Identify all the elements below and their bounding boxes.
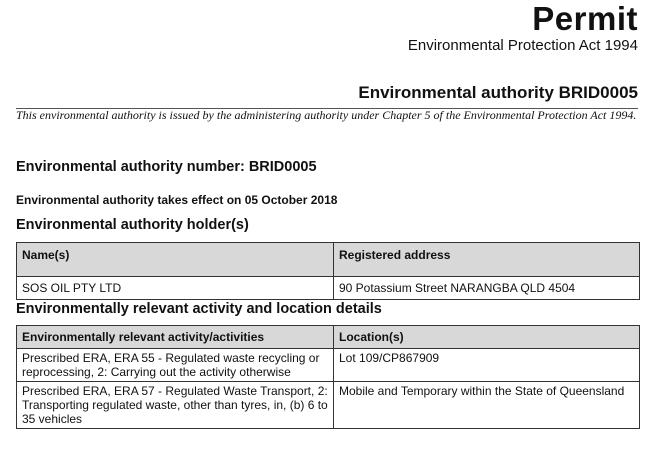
authority-number: Environmental authority number: BRID0005: [16, 159, 317, 175]
activity-cell: Prescribed ERA, ERA 57 - Regulated Waste Transport, 2: Transporting regulated waste, other than tyres, in, (b) 6 to 35 vehicles: [17, 382, 334, 429]
holders-table: [16, 242, 640, 300]
table-row: [17, 277, 640, 300]
table-row: [17, 382, 640, 429]
table-header-row: [17, 326, 640, 349]
activity-cell: Prescribed ERA, ERA 55 - Regulated waste recycling or reprocessing, 2: Carrying out the activity otherwise: [17, 349, 334, 382]
column-header-address: Registered address: [334, 243, 640, 277]
authority-title: Environmental authority BRID0005: [358, 83, 638, 102]
holder-address-cell: 90 Potassium Street NARANGBA QLD 4504: [334, 277, 640, 300]
column-header-activities: Environmentally relevant activity/activities: [17, 326, 334, 349]
holders-heading: Environmental authority holder(s): [16, 217, 249, 233]
activities-heading: Environmentally relevant activity and location details: [16, 301, 382, 317]
column-header-locations: Location(s): [334, 326, 640, 349]
effect-date: Environmental authority takes effect on 05 October 2018: [16, 193, 338, 207]
permit-title: Permit: [532, 0, 638, 37]
intro-text: This environmental authority is issued by the administering authority under Chapter 5 of the Environmental Protection Act 1994.: [16, 108, 637, 122]
column-header-names: Name(s): [17, 243, 334, 277]
location-cell: Mobile and Temporary within the State of Queensland: [334, 382, 640, 429]
activities-table: [16, 325, 640, 429]
location-cell: Lot 109/CP867909: [334, 349, 640, 382]
act-title: Environmental Protection Act 1994: [407, 37, 638, 54]
holder-name-cell: SOS OIL PTY LTD: [17, 277, 334, 300]
table-header-row: [17, 243, 640, 277]
table-row: [17, 349, 640, 382]
